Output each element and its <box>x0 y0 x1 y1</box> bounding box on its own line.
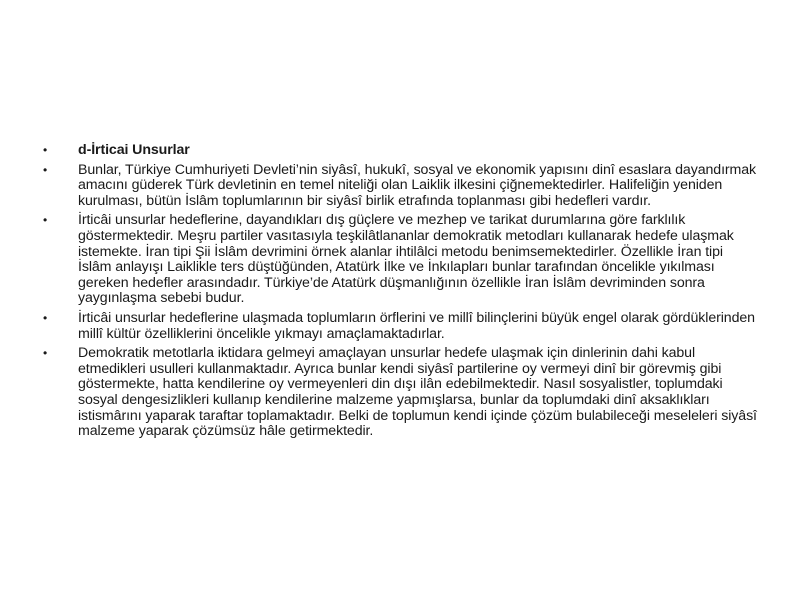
bullet-icon: • <box>42 310 48 325</box>
bullet-item-1 <box>38 163 758 210</box>
bullet-icon: • <box>42 162 48 177</box>
bullet-icon: • <box>42 143 48 157</box>
bullet-text: İrticâi unsurlar hedeflerine ulaşmada toplumların örflerini ve millî bilinçlerini büyük engel olarak gördüklerinden millî kültür özelliklerini öncelikle yıkmayı amaçlamaktadırlar. <box>78 309 755 342</box>
bullet-item-4 <box>38 346 758 440</box>
bullet-item-2 <box>38 213 758 307</box>
bullet-icon: • <box>42 213 48 228</box>
bullet-item-title <box>38 143 758 159</box>
bullet-text: Demokratik metotlarla iktidara gelmeyi amaçlayan unsurlar hedefe ulaşmak için dinlerinin dahi kabul etmedikleri usulleri kullanmaktadır. Ayrıca bunlar kendi siyâsî partilerine oy vermeyi dinî bir görevmiş gibi göstermekte, hatta kendilerine oy vermeyenleri din dışı ilân edebilmektedir. Nasıl sosyalistler, toplumdaki sosyal dengesizlikleri kullanıp kendilerine malzeme yapmışlarsa, bunlar da toplumdaki dinî aksaklıkları istismârını yaparak taraftar toplamaktadır. Belki de toplumun kendi içinde çözüm bulabileceği meseleleri siyâsî malzeme yaparak çözümsüz hâle getirmektedir. <box>78 345 757 440</box>
bullet-text: İrticâi unsurlar hedeflerine, dayandıkları dış güçlere ve mezhep ve tarikat durumlarına göre farklılık göstermektedir. Meşru partiler vasıtasıyla teşkilâtlananlar demokratik metodları kullanarak hedefe ulaşmak istemekte. İran tipi Şii İslâm devrimini örnek alanlar ihtilâlci metodu benimsemektedirler. Özellikle İran tipi İslâm anlayışı Laiklikle ters düştüğünden, Atatürk İlke ve İnkılapları bunlar tarafından öncelikle yıkılması gereken hedefler arasındadır. Türkiye’de Atatürk düşmanlığının özellikle İran İslâm devriminden sonra yaygınlaşma sebebi budur. <box>78 212 734 307</box>
slide-heading: d-İrticai Unsurlar <box>78 142 190 158</box>
bullet-list <box>38 143 758 444</box>
bullet-item-3 <box>38 311 758 342</box>
bullet-text: Bunlar, Türkiye Cumhuriyeti Devleti’nin siyâsî, hukukî, sosyal ve ekonomik yapısını dinî esaslara dayandırmak amacını güderek Türk devletinin en temel niteliği olan Laiklik ilkesini çiğnemektedirler. Halifeliğin yeniden kurulması, bütün İslâm toplumlarının bir siyâsî birlik etrafında toplanması gibi hedefleri vardır. <box>78 161 757 209</box>
bullet-icon: • <box>42 346 48 361</box>
